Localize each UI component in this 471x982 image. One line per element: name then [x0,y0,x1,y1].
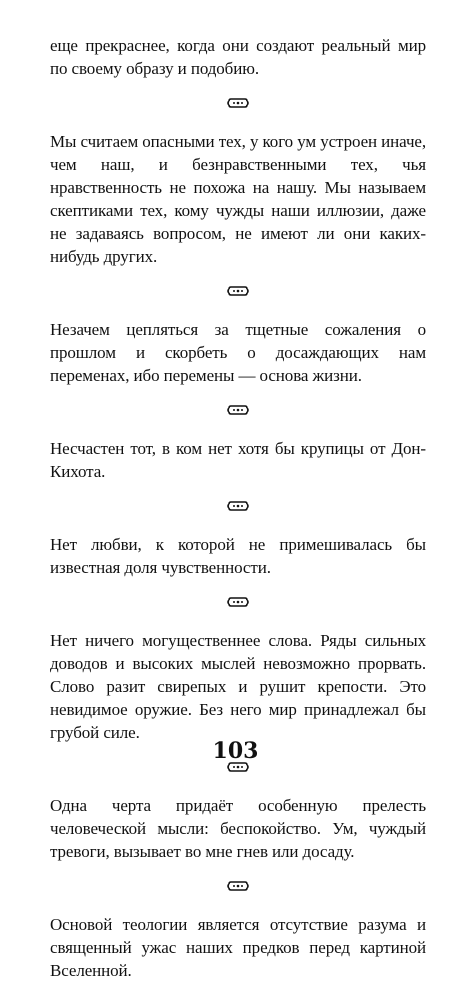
paragraph-2: Мы считаем опасными тех, у кого ум устроен иначе, чем наш, и безнравственными тех, чья нравственность не похожа на нашу. Мы называем скептиками тех, кому чужды наши иллюзии, даже не задаваясь вопросом, не имеют ли они каких-нибудь других. [50,132,426,266]
divider-4 [50,497,426,515]
ornament-icon [227,879,249,893]
paragraph-8: Основой теологии является отсутствие разума и священный ужас наших предков перед картиной Вселенной. [50,915,426,980]
divider-1 [50,94,426,112]
divider-2 [50,282,426,300]
ornament-icon [227,284,249,298]
book-page [50,34,426,982]
ornament-icon [227,96,249,110]
paragraph-4: Несчастен тот, в ком нет хотя бы крупицы от Дон-Кихота. [50,439,426,481]
paragraph-1: еще прекраснее, когда они создают реальный мир по своему образу и подобию. [50,36,426,78]
ornament-icon [227,499,249,513]
page-number: 103 [212,738,259,764]
paragraph-5: Нет любви, к которой не примешивалась бы известная доля чувственности. [50,535,426,577]
paragraph-3: Незачем цепляться за тщетные сожаления о прошлом и скорбеть о досаждающих нам переменах, ибо перемены — основа жизни. [50,320,426,385]
divider-7 [50,877,426,895]
divider-3 [50,401,426,419]
paragraph-7: Одна черта придаёт особенную прелесть человеческой мысли: беспокойство. Ум, чуждый тревоги, вызывает во мне гнев или досаду. [50,796,426,861]
ornament-icon [227,595,249,609]
ornament-icon [227,403,249,417]
divider-5 [50,593,426,611]
paragraph-6: Нет ничего могущественнее слова. Ряды сильных доводов и высоких мыслей невозможно прорвать. Слово разит свирепых и рушит крепости. Это невидимое оружие. Без него мир принадлежал бы грубой силе. [50,631,426,742]
